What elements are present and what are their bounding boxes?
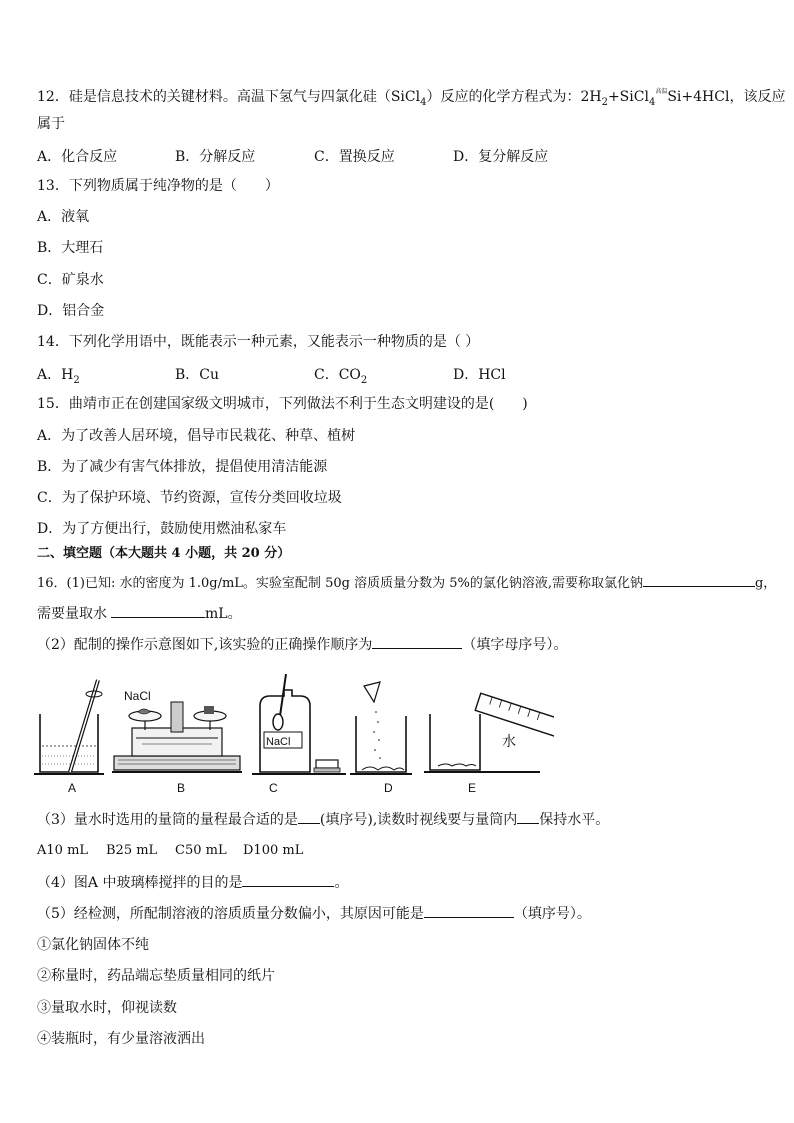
q14-option-c: C．$CO_2$ xyxy=(314,367,368,386)
figure-d-pouring-solid xyxy=(350,682,412,774)
q16-line1: 16．(1)已知: 水的密度为 1.0g/mL。实验室配制 50g 溶质质量分数为 5%的氯化钠溶液,需要称取氯化钠 g， xyxy=(37,576,777,591)
figure-b-balance xyxy=(112,689,242,772)
experiment-figure xyxy=(34,672,554,802)
q14-option-a: A．$H_2$ xyxy=(37,367,80,386)
q15-option-d: D．为了方便出行，鼓励使用燃油私家车 xyxy=(37,521,287,537)
figure-label-c: C xyxy=(269,781,278,795)
answer-blank[interactable] xyxy=(643,574,755,587)
q16-part3-option-d: D100 mL xyxy=(243,843,304,858)
q12-option-d: D．复分解反应 xyxy=(453,149,549,165)
q12-option-a: A．化合反应 xyxy=(37,149,118,165)
figure-c-reagent-bottle xyxy=(252,674,346,774)
answer-blank[interactable] xyxy=(111,605,205,618)
reason-1: ①氯化钠固体不纯 xyxy=(37,937,149,953)
figure-label-a: A xyxy=(68,781,77,795)
q16-part2: （2）配制的操作示意图如下,该实验的正确操作顺序为 （填字母序号）。 xyxy=(37,637,568,653)
answer-blank[interactable] xyxy=(298,811,320,824)
answer-blank[interactable] xyxy=(372,636,462,649)
answer-blank[interactable] xyxy=(424,905,514,918)
q14-stem: 14．下列化学用语中，既能表示一种元素，又能表示一种物质的是（ ） xyxy=(37,334,480,350)
q15-option-c: C．为了保护环境、节约资源，宣传分类回收垃圾 xyxy=(37,490,342,506)
answer-blank[interactable] xyxy=(517,811,539,824)
q16-part5: （5）经检测，所配制溶液的溶质质量分数偏小，其原因可能是 （填序号）。 xyxy=(37,906,591,922)
figure-label-e: E xyxy=(468,781,477,795)
q12-line1: 12．硅是信息技术的关键材料。高温下氢气与四氯化硅（SiCl$_4$）反应的化学方程式为：$2H_2+SiCl_4^{高温}Si+4HCl$，该反应 xyxy=(37,88,786,108)
reaction-condition: 高温 xyxy=(655,88,668,95)
q12-option-c: C．置换反应 xyxy=(314,149,395,165)
q16-part3-option-a: A10 mL xyxy=(37,843,89,858)
section-title: 二、填空题（本大题共 4 小题，共 20 分） xyxy=(37,546,291,561)
reason-2: ②称量时，药品端忘垫质量相同的纸片 xyxy=(37,968,275,984)
figure-label-d: D xyxy=(384,781,393,795)
q13-option-b: B．大理石 xyxy=(37,240,104,256)
q16-part3-option-b: B25 mL xyxy=(106,843,158,858)
reason-3: ③量取水时，仰视读数 xyxy=(37,1000,177,1016)
q15-option-b: B．为了减少有害气体排放，提倡使用清洁能源 xyxy=(37,459,328,475)
figure-a-beaker-stirring xyxy=(34,680,104,774)
figure-e-water-label: 水 xyxy=(502,733,516,749)
q12-option-b: B．分解反应 xyxy=(175,149,256,165)
q13-stem: 13．下列物质属于纯净物的是（ ） xyxy=(37,178,279,194)
figure-c-nacl-label: NaCl xyxy=(266,736,291,748)
q14-option-d: D．HCl xyxy=(453,367,506,383)
q16-part4: （4）图A 中玻璃棒搅拌的目的是 。 xyxy=(37,875,349,891)
q16-line2: 需要量取水 mL。 xyxy=(37,606,242,622)
answer-blank[interactable] xyxy=(242,874,334,887)
q13-option-c: C．矿泉水 xyxy=(37,272,104,288)
q12-text: 12．硅是信息技术的关键材料。高温下氢气与四氯化硅（SiCl xyxy=(37,89,421,105)
q16-part3: （3）量水时选用的量筒的量程最合适的是 (填序号),读数时视线要与量筒内 保持水平。 xyxy=(37,812,610,828)
q16-part3-option-c: C50 mL xyxy=(175,843,227,858)
q12-line2: 属于 xyxy=(37,116,65,132)
reason-4: ④装瓶时，有少量溶液洒出 xyxy=(37,1031,205,1047)
figure-e-pouring-water xyxy=(424,689,554,772)
q13-option-d: D．铝合金 xyxy=(37,303,105,319)
figure-b-nacl-label: NaCl xyxy=(124,689,151,703)
q14-option-b: B．Cu xyxy=(175,367,220,383)
q13-option-a: A．液氧 xyxy=(37,209,90,225)
q15-option-a: A．为了改善人居环境，倡导市民栽花、种草、植树 xyxy=(37,428,356,444)
figure-label-b: B xyxy=(177,781,186,795)
q15-stem: 15．曲靖市正在创建国家级文明城市，下列做法不利于生态文明建设的是( ) xyxy=(37,396,528,412)
